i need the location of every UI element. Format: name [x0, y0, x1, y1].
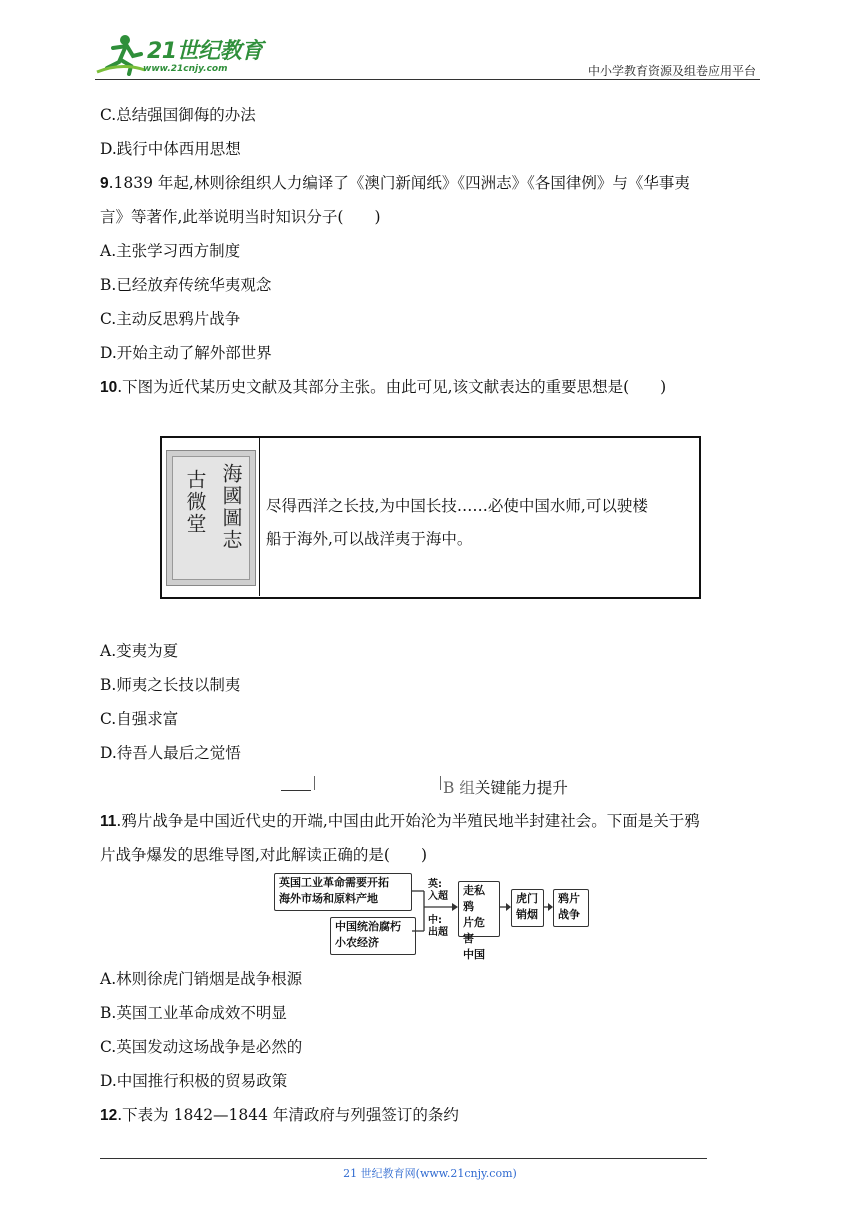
mind-map-cause-china: 中国统治腐朽 小农经济 — [330, 917, 416, 955]
q9-option-a: A.主张学习西方制度 — [100, 242, 241, 260]
q11-stem-line1 — [100, 811, 700, 832]
mind-map-opium-war: 鸦片 战争 — [553, 889, 589, 927]
mind-map-label-uk: 英: 入超 — [428, 879, 448, 902]
book-title-seal: 海國圖志 — [219, 463, 243, 551]
q11-number: 11 — [100, 813, 117, 830]
q10-option-b: B.师夷之长技以制夷 — [100, 676, 241, 694]
section-group: B 组 — [443, 779, 475, 797]
q10-stem — [100, 377, 666, 398]
section-decor-tick — [440, 776, 441, 790]
q9-option-b: B.已经放弃传统华夷观念 — [100, 276, 272, 294]
section-heading — [443, 776, 568, 798]
book-publisher-seal: 古微堂 — [183, 469, 207, 535]
document-quote — [266, 490, 698, 556]
q10-option-d: D.待吾人最后之觉悟 — [100, 744, 241, 762]
q9-stem-line2: 言》等著作,此举说明当时知识分子( ) — [100, 208, 381, 226]
logo-text: 21世纪教育 — [147, 39, 263, 64]
book-cover-image — [162, 438, 260, 596]
footer-divider — [100, 1158, 707, 1159]
logo-url: www.21cnjy.com — [143, 64, 228, 74]
q8-option-d: D.践行中体西用思想 — [100, 140, 241, 158]
q11-option-d: D.中国推行积极的贸易政策 — [100, 1072, 288, 1090]
q10-option-c: C.自强求富 — [100, 710, 179, 728]
section-decor-tick — [314, 776, 315, 790]
section-title-text: 关键能力提升 — [474, 779, 568, 797]
q11-option-b: B.英国工业革命成效不明显 — [100, 1004, 287, 1022]
mind-map-label-china: 中: 出超 — [428, 915, 448, 938]
footer-link[interactable]: 21 世纪教育网(www.21cnjy.com) — [343, 1167, 517, 1180]
q9-number: 9 — [100, 175, 109, 192]
q9-stem-line1 — [100, 173, 690, 194]
q10-option-a: A.变夷为夏 — [100, 642, 179, 660]
quote-line2: 船于海外,可以战洋夷于海中。 — [266, 530, 473, 548]
q11-option-c: C.英国发动这场战争是必然的 — [100, 1038, 303, 1056]
q11-stem-line2: 片战争爆发的思维导图,对此解读正确的是( ) — [100, 846, 428, 864]
header-platform-text: 中小学教育资源及组卷应用平台 — [587, 64, 756, 78]
historical-document-figure — [160, 436, 701, 599]
q10-number: 10 — [100, 379, 118, 396]
mind-map-humen-destruction: 虎门 销烟 — [511, 889, 544, 927]
q11-option-a: A.林则徐虎门销烟是战争根源 — [100, 970, 303, 988]
site-logo[interactable] — [95, 32, 270, 78]
section-decor-bar — [281, 790, 311, 791]
q12-stem-text: .下表为 1842—1844 年清政府与列强签订的条约 — [117, 1106, 459, 1124]
header-divider — [95, 79, 760, 80]
q8-option-c: C.总结强国御侮的办法 — [100, 106, 256, 124]
q10-stem-text: .下图为近代某历史文献及其部分主张。由此可见,该文献表达的重要思想是( ) — [117, 378, 667, 396]
q12-stem — [100, 1105, 459, 1126]
q9-stem-text1: .1839 年起,林则徐组织人力编译了《澳门新闻纸》《四洲志》《各国律例》与《华事夷 — [108, 174, 690, 192]
opium-war-mind-map — [272, 871, 592, 959]
quote-line1: 尽得西洋之长技,为中国长技……必使中国水师,可以驶楼 — [266, 497, 648, 515]
runner-logo-icon — [95, 32, 147, 76]
q9-option-d: D.开始主动了解外部世界 — [100, 344, 272, 362]
q9-option-c: C.主动反思鸦片战争 — [100, 310, 241, 328]
page-header — [95, 32, 760, 80]
mind-map-cause-uk: 英国工业革命需要开拓 海外市场和原料产地 — [274, 873, 412, 911]
mind-map-opium-smuggling: 走私鸦 片危害 中国 — [458, 881, 500, 937]
q11-stem-text1: .鸦片战争是中国近代史的开端,中国由此开始沦为半殖民地半封建社会。下面是关于鸦 — [116, 812, 700, 830]
q12-number: 12 — [100, 1107, 118, 1124]
